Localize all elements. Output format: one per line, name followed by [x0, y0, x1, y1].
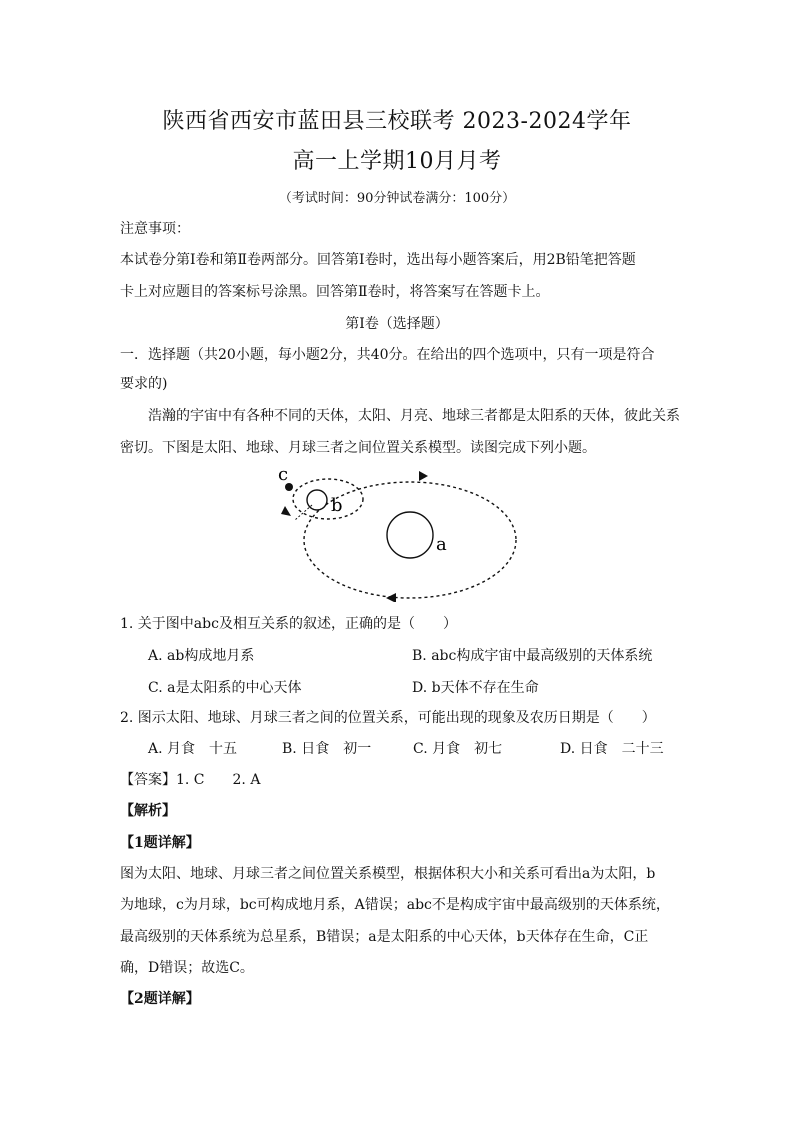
- q1-option-b: B. abc构成宇宙中最高级别的天体系统: [412, 648, 653, 664]
- notice-paragraph-line-2: 卡上对应题目的答案标号涂黑。回答第Ⅱ卷时，将答案写在答题卡上。: [120, 284, 550, 300]
- q1-option-d: D. b天体不存在生命: [412, 680, 539, 696]
- q2-option-b: B. 日食 初一: [282, 741, 372, 757]
- exam-info: （考试时间：90分钟试卷满分：100分）: [278, 191, 516, 206]
- analysis-label: 【解析】: [120, 803, 176, 819]
- detail2-label: 【2题详解】: [120, 991, 200, 1007]
- earth-circle: [307, 490, 327, 510]
- detail1-line-4: 确，D错误；故选C。: [120, 960, 254, 976]
- earth-orbit-arrow-bottom: [386, 593, 396, 602]
- title-line-1: 陕西省西安市蓝田县三校联考 2023-2024学年: [162, 109, 632, 134]
- moon-orbit-arrow: [281, 506, 291, 516]
- part1-instruction-line-2: 要求的): [120, 376, 168, 392]
- detail1-line-2: 为地球，c为月球，bc可构成地月系，A错误；abc不是构成宇宙中最高级别的天体系统，: [120, 897, 670, 913]
- moon-orbit: [293, 479, 363, 519]
- q1-option-c: C. a是太阳系的中心天体: [148, 680, 302, 696]
- sun-circle: [387, 512, 433, 558]
- earth-orbit-arrow-top: [419, 471, 428, 481]
- title-line-2: 高一上学期10月月考: [292, 149, 502, 174]
- q1-option-a: A. ab构成地月系: [148, 648, 255, 664]
- notice-paragraph-line-1: 本试卷分第Ⅰ卷和第Ⅱ卷两部分。回答第Ⅰ卷时，选出每小题答案后，用2B铅笔把答题: [120, 252, 636, 268]
- label-a: a: [436, 534, 447, 555]
- q1-stem: 1. 关于图中abc及相互关系的叙述，正确的是（ ）: [120, 616, 457, 632]
- sun-earth-moon-diagram: [270, 462, 530, 602]
- label-c: c: [278, 464, 289, 485]
- q2-option-d: D. 日食 二十三: [560, 741, 664, 757]
- detail1-line-1: 图为太阳、地球、月球三者之间位置关系模型，根据体积大小和关系可看出a为太阳，b: [120, 866, 656, 882]
- answer-line: 【答案】1. C 2. A: [120, 772, 261, 788]
- q2-stem: 2. 图示太阳、地球、月球三者之间的位置关系，可能出现的现象及农历日期是（ ）: [120, 710, 656, 726]
- intro-line-2: 密切。下图是太阳、地球、月球三者之间位置关系模型。读图完成下列小题。: [120, 440, 596, 456]
- label-b: b: [331, 495, 343, 516]
- part1-instruction-line-1: 一．选择题（共20小题，每小题2分，共40分。在给出的四个选项中，只有一项是符合: [120, 347, 655, 363]
- notice-label: 注意事项：: [120, 221, 190, 237]
- q2-option-a: A. 月食 十五: [148, 741, 238, 757]
- detail1-label: 【1题详解】: [120, 835, 200, 851]
- intro-line-1: 浩瀚的宇宙中有各种不同的天体，太阳、月亮、地球三者都是太阳系的天体，彼此关系: [148, 408, 680, 424]
- q2-option-c: C. 月食 初七: [413, 741, 503, 757]
- section-title: 第Ⅰ卷（选择题）: [345, 316, 449, 332]
- detail1-line-3: 最高级别的天体系统为总星系，B错误；a是太阳系的中心天体，b天体存在生命，C正: [120, 929, 649, 945]
